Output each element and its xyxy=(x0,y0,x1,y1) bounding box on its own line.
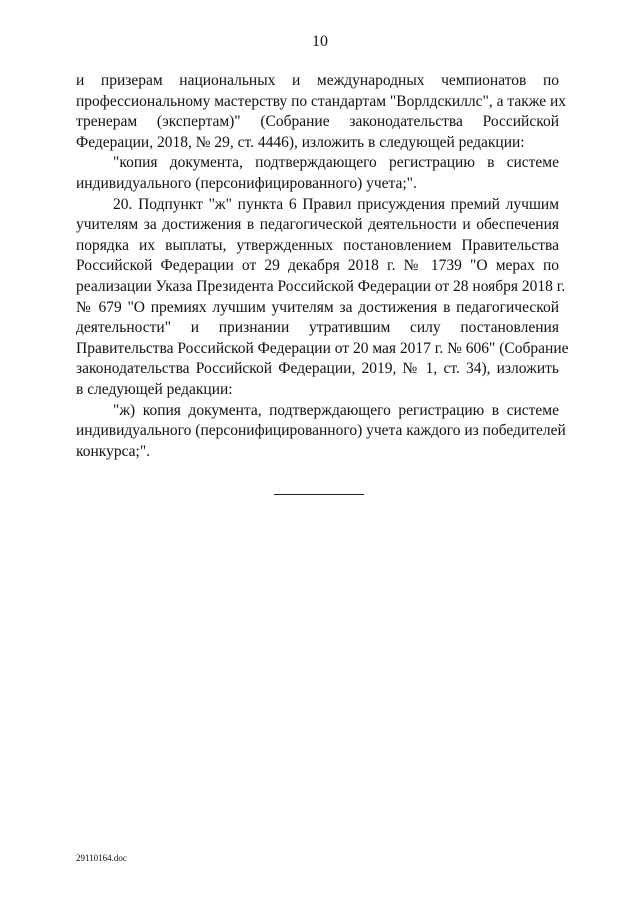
paragraph-3 xyxy=(76,195,569,401)
paragraph-line: и призерам национальных и международных чемпионатов по xyxy=(76,72,559,89)
paragraph-line: 20. Подпункт "ж" пункта 6 Правил присуждения премий лучшим xyxy=(113,195,559,213)
paragraph-line: "копия документа, подтверждающего регистрацию в системе xyxy=(113,154,559,172)
document-body xyxy=(76,71,569,462)
paragraph-line: Правительства Российской Федерации от 20 мая 2017 г. № 606" (Собрание xyxy=(76,339,569,357)
paragraph-line: деятельности" и признании утратившим силу постановления xyxy=(76,319,559,337)
paragraph-line: реализации Указа Президента Российской Федерации от 28 ноября 2018 г. xyxy=(76,277,566,295)
document-filename: 29110164.doc xyxy=(76,853,127,863)
paragraph-1 xyxy=(76,71,567,153)
end-divider xyxy=(274,494,364,495)
paragraph-line: тренерам (экспертам)" (Собрание законодательства Российской xyxy=(76,113,559,131)
paragraph-line: в следующей редакции: xyxy=(76,380,233,398)
paragraph-line: учителям за достижения в педагогической деятельности и обеспечения xyxy=(76,216,559,234)
paragraph-2 xyxy=(76,153,559,194)
paragraph-line: индивидуального (персонифицированного) учета каждого из победителей xyxy=(76,422,566,440)
paragraph-line: профессиональному мастерству по стандартам "Ворлдскиллс", а также их xyxy=(76,92,567,110)
paragraph-line: "ж) копия документа, подтверждающего регистрацию в системе xyxy=(113,401,559,419)
paragraph-line: конкурса;". xyxy=(76,442,151,460)
paragraph-line: Федерации, 2018, № 29, ст. 4446), изложить в следующей редакции: xyxy=(76,133,525,151)
paragraph-line: законодательства Российской Федерации, 2019, № 1, ст. 34), изложить xyxy=(76,360,559,378)
paragraph-line: Российской Федерации от 29 декабря 2018 г. № 1739 "О мерах по xyxy=(76,257,559,275)
paragraph-line: порядка их выплаты, утвержденных постановлением Правительства xyxy=(76,236,559,254)
paragraph-4 xyxy=(76,401,566,463)
page-number: 10 xyxy=(312,33,328,50)
paragraph-line: № 679 "О премиях лучшим учителям за достижения в педагогической xyxy=(76,298,559,316)
paragraph-line: индивидуального (персонифицированного) учета;". xyxy=(76,174,417,192)
